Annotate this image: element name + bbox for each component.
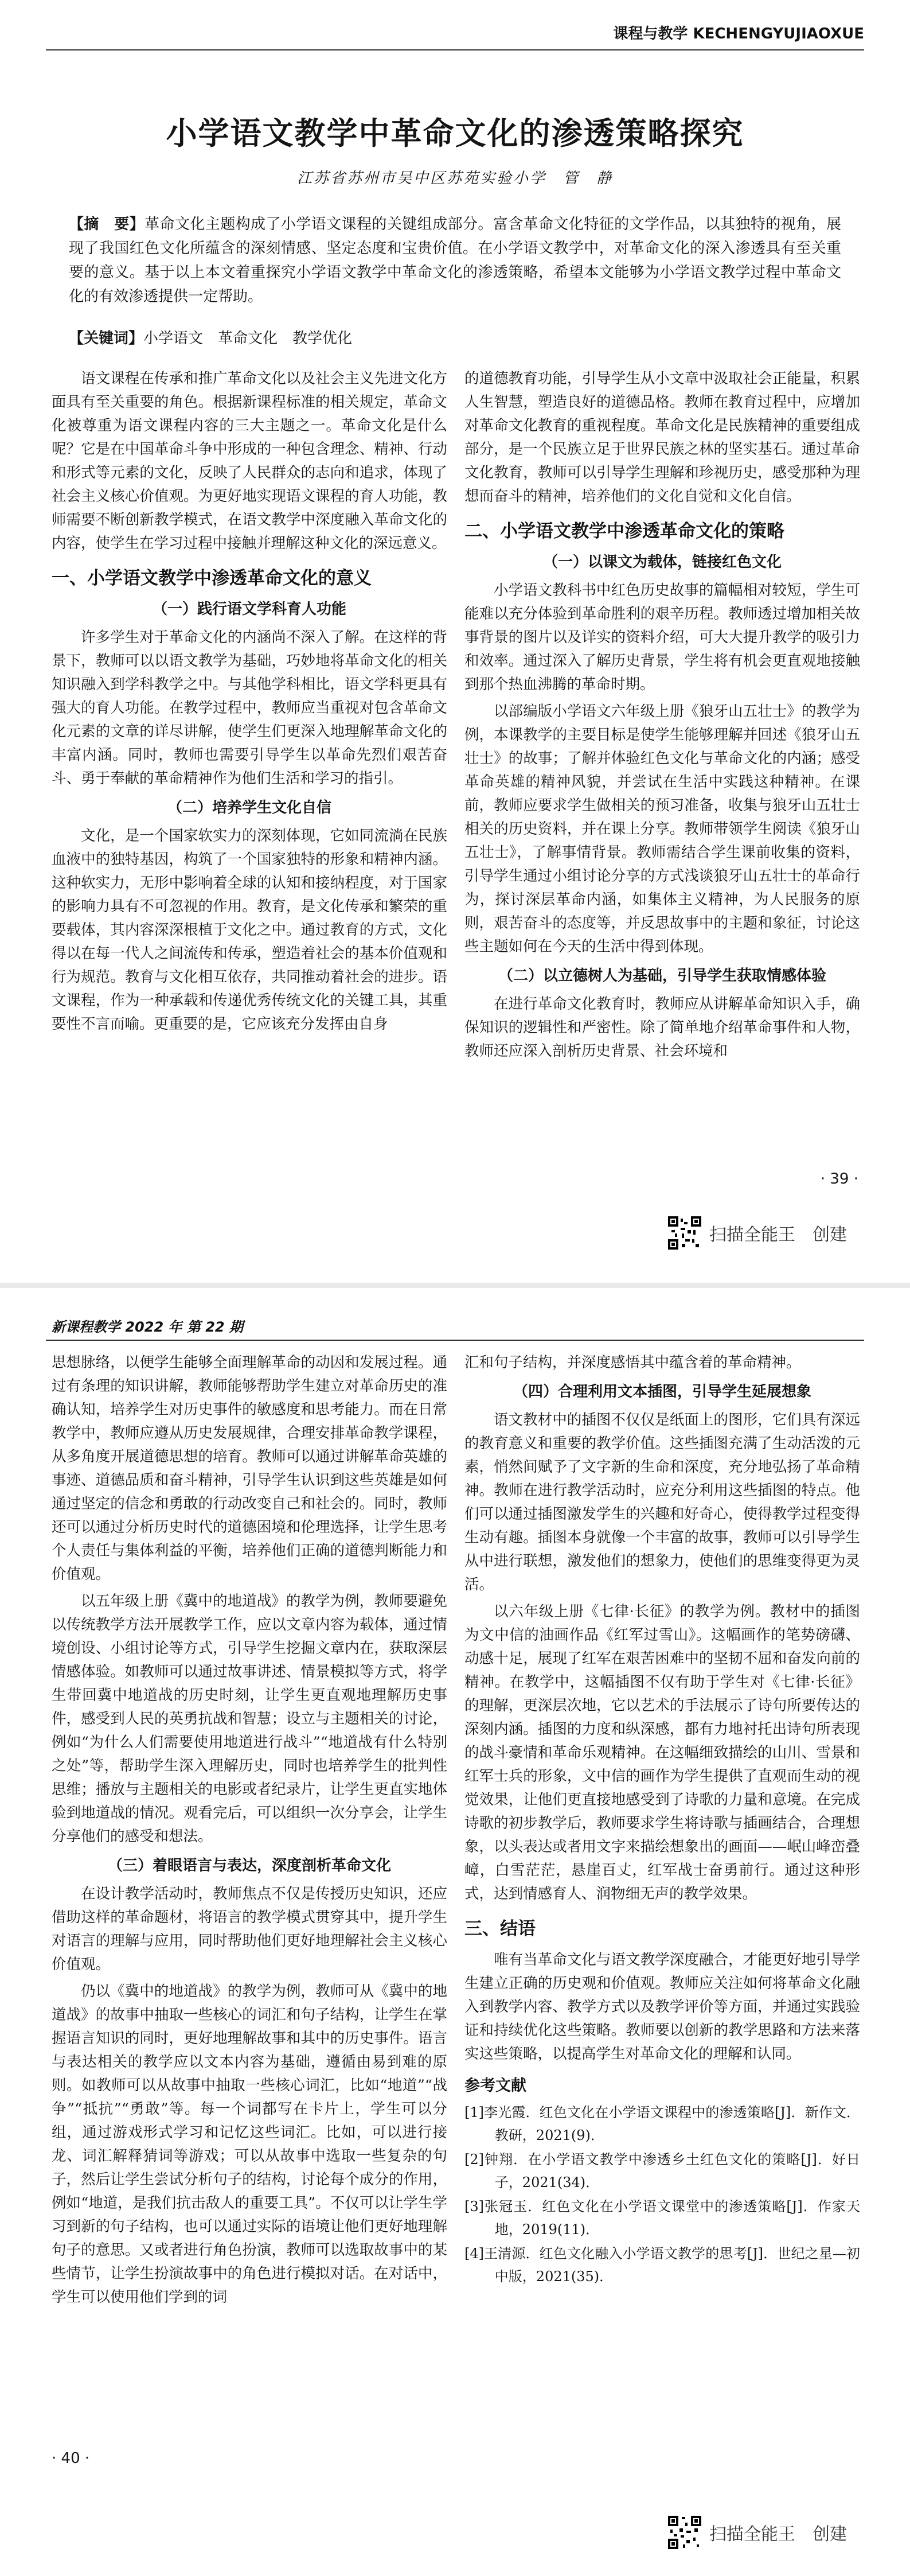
header-rule	[46, 49, 864, 50]
keywords	[69, 327, 841, 350]
reference-item: [4]王清源．红色文化融入小学语文教学的思考[J]．世纪之星—初中版，2021(35)．	[464, 2246, 860, 2285]
running-head: 新课程教学 2022 年 第 22 期	[52, 1319, 243, 1335]
body-paragraph: 在设计教学活动时，教师焦点不仅是传授历史知识，还应借助这样的革命题材，将语言的教学模式贯穿其中，提升学生对语言的理解与应用，同时帮助他们更好地理解社会主义核心价值观。	[52, 1885, 447, 1973]
section-heading-3: 三、结语	[464, 1919, 536, 1939]
right-column	[464, 367, 860, 1067]
left-column	[52, 367, 447, 1040]
reference-item: [3]张冠玉．红色文化在小学语文课堂中的渗透策略[J]．作家天地，2019(11)．	[464, 2198, 860, 2238]
body-paragraph: 思想脉络，以便学生能够全面理解革命的动因和发展过程。通过有条理的知识讲解，教师能够帮助学生建立对革命历史的准确认知，培养学生对历史事件的敏感度和思考能力。而在日常教学中，教师应遵从历史发展规律，合理安排革命教学课程，从多角度开展道德思想的培育。教师可以通过讲解革命英雄的事迹、道德品质和奋斗精神，引导学生认识到这些英雄是如何通过坚定的信念和勇敢的行动改变自己和社会的。同时，教师还可以通过分析历史时代的道德困境和伦理选择，让学生思考个人责任与集体利益的平衡，培养他们正确的道德判断能力和价值观。	[52, 1354, 447, 1583]
page-number: · 39 ·	[820, 1170, 858, 1188]
body-paragraph: 以六年级上册《七律·长征》的教学为例。教材中的插图为文中信的油画作品《红军过雪山》。这幅画作的笔势磅礴、动感十足，展现了红军在艰苦困难中的坚韧不屈和奋发向前的精神。在教学中，这幅插图不仅有助于学生对《七律·长征》的理解，更深层次地，它以艺术的手法展示了诗句所要传达的深刻内涵。插图的力度和纵深感，都有力地衬托出诗句所表现的战斗豪情和革命乐观精神。在这幅细致描绘的山川、雪景和红军士兵的形象，文中信的画作为学生提供了直观而生动的视觉效果，让他们更直接地感受到了诗歌的力量和意境。在完成诗歌的初步教学后，教师要求学生将诗歌与插画结合，合理想象，以头表达或者用文字来描绘想象出的画面——岷山峰峦叠嶂，白雪茫茫，悬崖百丈，红军战士奋勇前行。通过这种形式，达到情感育人、润物细无声的教学效果。	[464, 1603, 860, 1902]
body-paragraph: 汇和句子结构，并深度感悟其中蕴含着的革命精神。	[464, 1354, 801, 1371]
intro-paragraph: 语文课程在传承和推广革命文化以及社会主义先进文化方面具有至关重要的角色。根据新课程标准的相关规定，革命文化被尊重为语文课程内容的三大主题之一。革命文化是什么呢？它是在中国革命斗争中形成的一种包含理念、精神、行动和形式等元素的文化，反映了人民群众的志向和追求，体现了社会主义核心价值观。为更好地实现语文课程的育人功能，教师需要不断创新教学模式，在语文教学中深度融入革命文化的内容，使学生在学习过程中接触并理解这种文化的深远意义。	[52, 370, 447, 552]
left-column	[52, 1351, 447, 2313]
keywords-label: 【关键词】	[69, 330, 144, 347]
body-paragraph: 文化，是一个国家软实力的深刻体现，它如同流淌在民族血液中的独特基因，构筑了一个国家独特的形象和精神内涵。这种软实力，无形中影响着全球的认知和接纳程度，对于国家的影响力具有不可忽视的作用。教育，是文化传承和繁荣的重要载体，其内容深深根植于文化之中。通过教育的方式，文化得以在每一代人之间流传和传承，塑造着社会的基本价值观和行为规范。教育与文化相互依存，共同推动着社会的进步。语文课程，作为一种承载和传递优秀传统文化的关键工具，其重要性不言而喻。更重要的是，它应该充分发挥由自身	[52, 827, 447, 1033]
abstract-text: 革命文化主题构成了小学语文课程的关键组成部分。富含革命文化特征的文学作品，以其独特的视角，展现了我国红色文化所蕴含的深刻情感、坚定态度和宝贵价值。在小学语文教学中，对革命文化的深入渗透具有至关重要的意义。基于以上本文着重探究小学语文教学中革命文化的渗透策略，希望本文能够为小学语文教学过程中革命文化的有效渗透提供一定帮助。	[69, 216, 841, 305]
scan-watermark-text: 扫描全能王 创建	[709, 1225, 847, 1245]
reference-item: [2]钟翔．在小学语文教学中渗透乡土红色文化的策略[J]．好日子，2021(34)．	[464, 2151, 860, 2190]
body-paragraph: 许多学生对于革命文化的内涵尚不深入了解。在这样的背景下，教师可以以语文教学为基础，巧妙地将革命文化的相关知识融入到学科教学之中。与其他学科相比，语文学科更具有强大的育人功能。在教学过程中，教师应当重视对包含革命文化元素的文章的详尽讲解，使学生们更深入地理解革命文化的丰富内涵。同时，教师也需要引导学生以革命先烈们艰苦奋斗、勇于奉献的革命精神作为他们生活和学习的指引。	[52, 629, 447, 787]
body-paragraph: 唯有当革命文化与语文教学深度融合，才能更好地引导学生建立正确的历史观和价值观。教师应关注如何将革命文化融入到教学内容、教学方式以及教学评价等方面，并通过实践验证和持续优化这些策略。教师要以创新的教学思路和方法来落实这些策略，以提高学生对革命文化的理解和认同。	[464, 1951, 860, 2063]
abstract	[69, 212, 841, 309]
body-paragraph: 语文教材中的插图不仅仅是纸面上的图形，它们具有深远的教育意义和重要的教学价值。这些插图充满了生动活泼的元素，悄然间赋予了文字新的生命和深度，充分地弘扬了革命精神。教师在进行教学活动时，应充分利用这些插图的特点。他们可以通过插图激发学生的兴趣和好奇心，使得教学过程变得生动有趣。插图本身就像一个丰富的故事，教师可以引导学生从中进行联想，激发他们的想象力，使他们的思维变得更为灵活。	[464, 1411, 860, 1593]
body-paragraph: 小学语文教科书中红色历史故事的篇幅相对较短，学生可能难以充分体验到革命胜利的艰辛历程。教师透过增加相关故事背景的图片以及详实的资料介绍，可大大提升教学的吸引力和效率。通过深入了解历史背景，学生将有机会更直观地接触到那个热血沸腾的革命时期。	[464, 582, 860, 693]
qr-code-icon	[668, 2516, 701, 2549]
section-heading-2: 二、小学语文教学中渗透革命文化的策略	[464, 521, 784, 542]
right-column	[464, 1351, 860, 2289]
qr-code-icon	[668, 1216, 701, 1250]
section-heading-1: 一、小学语文教学中渗透革命文化的意义	[52, 568, 372, 589]
abstract-label: 【摘 要】	[69, 216, 145, 233]
subsection-heading: （三）着眼语言与表达，深度剖析革命文化	[107, 1857, 391, 1874]
scan-watermark	[668, 1216, 847, 1250]
scan-watermark-text: 扫描全能王 创建	[709, 2524, 847, 2544]
keywords-text: 小学语文 革命文化 教学优化	[143, 330, 353, 347]
subsection-heading: （一）践行语文学科育人功能	[152, 601, 346, 618]
body-paragraph: 的道德教育功能，引导学生从小文章中汲取社会正能量，积累人生智慧，塑造良好的道德品格。教师在教育过程中，应增加对革命文化教育的重视程度。革命文化是民族精神的重要组成部分，是一个民族立足于世界民族之林的坚实基石。通过革命文化教育，教师可以引导学生理解和珍视历史，感受那种为理想而奋斗的精神，培养他们的文化自觉和文化自信。	[464, 370, 860, 505]
body-paragraph: 在进行革命文化教育时，教师应从讲解革命知识入手，确保知识的逻辑性和严密性。除了简单地介绍革命事件和人物，教师还应深入剖析历史背景、社会环境和	[464, 995, 860, 1060]
running-head: 课程与教学 KECHENGYUJIAOXUE	[613, 25, 864, 42]
body-paragraph: 仍以《冀中的地道战》的教学为例，教师可从《冀中的地道战》的故事中抽取一些核心的词汇和句子结构，让学生在掌握语言知识的同时，更好地理解故事和其中的历史事件。语言与表达相关的教学应以文本内容为基础，遵循由易到难的原则。如教师可以从故事中抽取一些核心词汇，比如“地道”“战争”“抵抗”“勇敢”等。每一个词都写在卡片上，学生可以分组，通过游戏形式学习和记忆这些词汇。比如，可以进行接龙、词汇解释猜词等游戏；可以从故事中选取一些复杂的句子，然后让学生尝试分析句子的结构，讨论每个成分的作用，例如“地道，是我们抗击敌人的重要工具”。不仅可以让学生学习到新的句子结构，也可以通过实际的语境让他们更好地理解句子的意思。又或者进行角色扮演，教师可以选取故事中的某些情节，让学生扮演故事中的角色进行模拟对话。在对话中，学生可以使用他们学到的词	[52, 1983, 447, 2306]
subsection-heading: （一）以课文为载体，链接红色文化	[542, 554, 782, 571]
subsection-heading: （二）以立德树人为基础，引导学生获取情感体验	[498, 967, 826, 985]
subsection-heading: （四）合理利用文本插图，引导学生延展想象	[513, 1383, 811, 1400]
references-list	[464, 2101, 860, 2288]
header-rule	[46, 1340, 864, 1341]
body-paragraph: 以部编版小学语文六年级上册《狼牙山五壮士》的教学为例，本课教学的主要目标是使学生能够理解并回述《狼牙山五壮士》的故事；了解并体验红色文化与革命文化的内涵；感受革命英雄的精神风貌，并尝试在生活中实践这种精神。在课前，教师应要求学生做相关的预习准备，收集与狼牙山五壮士相关的历史资料，并在课上分享。教师带领学生阅读《狼牙山五壮士》，了解事情背景。教师需结合学生课前收集的资料，引导学生通过小组讨论分享的方式浅谈狼牙山五壮士的革命行为，探讨深层革命内涵，如集体主义精神，为人民服务的原则，艰苦奋斗的态度等，并反思故事中的主题和象征，讨论这些主题如何在今天的生活中得到体现。	[464, 703, 860, 955]
scan-watermark	[668, 2516, 847, 2549]
author-line: 江苏省苏州市吴中区苏苑实验小学 管 静	[296, 170, 613, 187]
reference-item: [1]李光霞．红色文化在小学语文课程中的渗透策略[J]．新作文．教研，2021(9)．	[464, 2104, 860, 2143]
article-title: 小学语文教学中革命文化的渗透策略探究	[166, 115, 744, 151]
page-number: · 40 ·	[52, 2450, 90, 2467]
subsection-heading: （二）培养学生文化自信	[167, 799, 331, 816]
journal-page-40	[0, 1288, 910, 2576]
body-paragraph: 以五年级上册《冀中的地道战》的教学为例，教师要避免以传统教学方法开展教学工作，应以文章内容为载体，通过情境创设、小组讨论等方式，引导学生挖掘文章内在，获取深层情感体验。如教师可以通过故事讲述、情景模拟等方式，将学生带回冀中地道战的历史时刻，让学生更直观地理解历史事件，感受到人民的英勇抗战和智慧；设立与主题相关的讨论，例如“为什么人们需要使用地道进行战斗”“地道战有什么特别之处”等，帮助学生深入理解历史，同时也培养学生的批判性思维；播放与主题相关的电影或者纪录片，让学生更直实地体验到地道战的情况。观看完后，可以组织一次分享会，让学生分享他们的感受和想法。	[52, 1593, 447, 1845]
references-heading: 参考文献	[464, 2077, 526, 2095]
